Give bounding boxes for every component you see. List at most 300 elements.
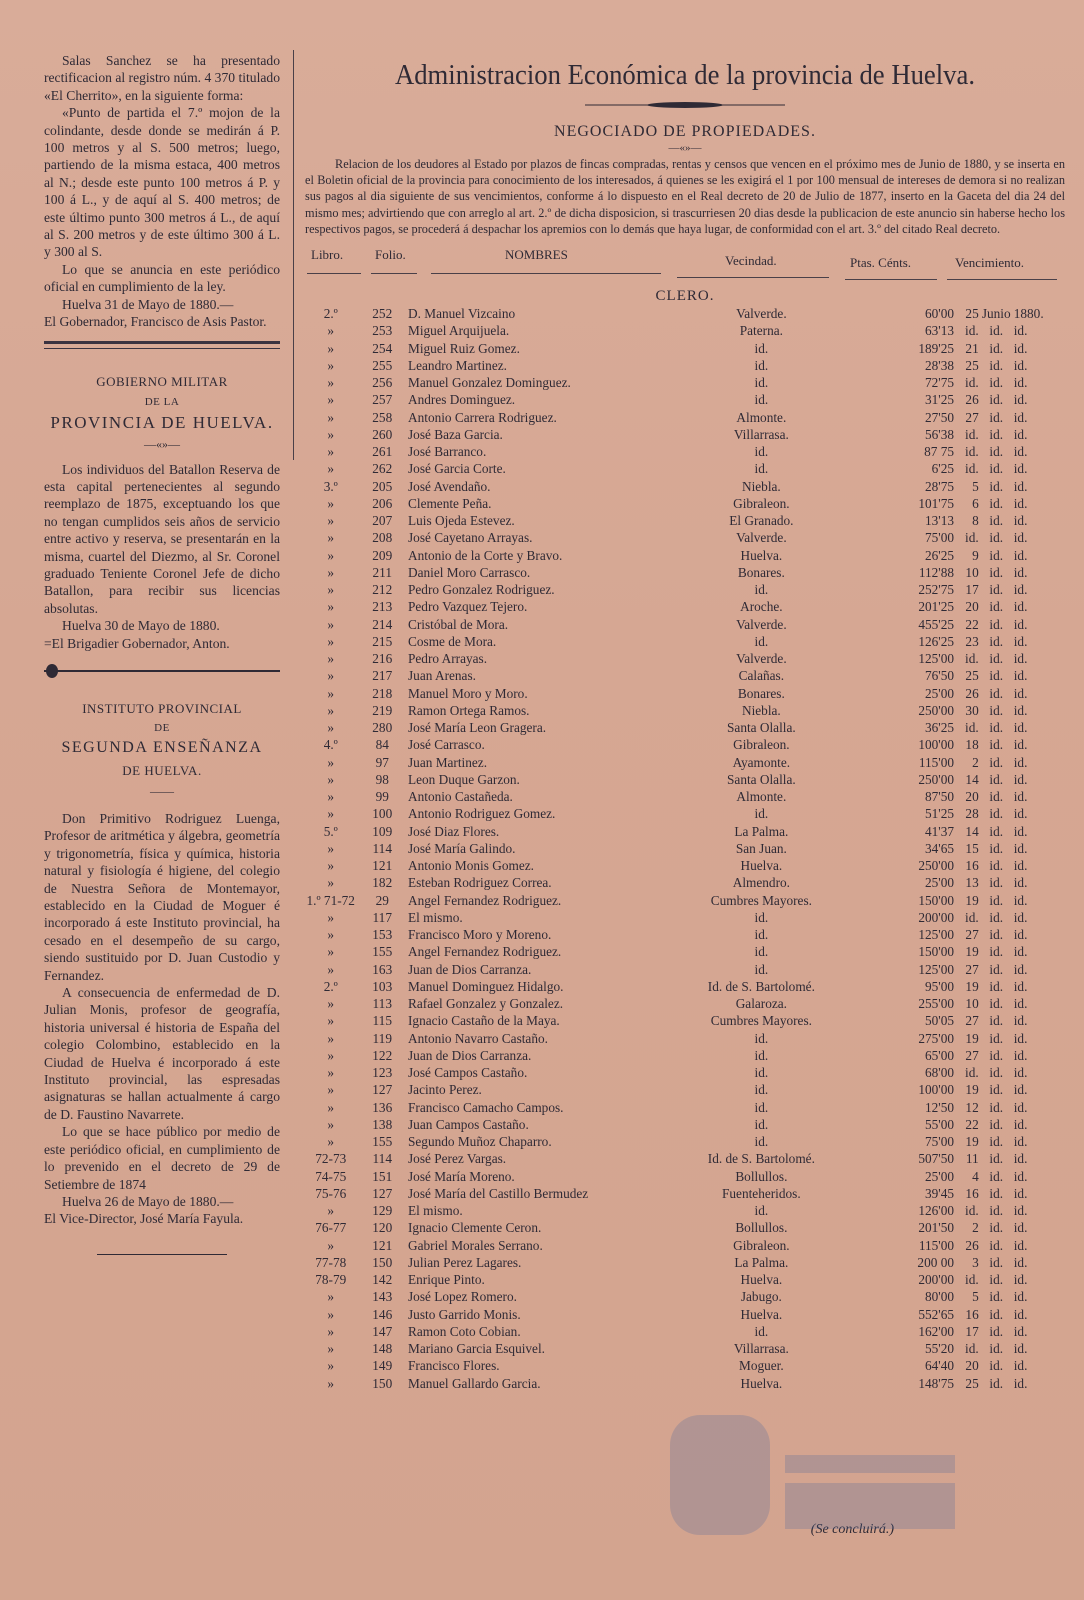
continued-note: (Se concluirá.): [810, 1522, 894, 1537]
folio-cell: 114: [372, 840, 392, 856]
day-cell: id.: [965, 1272, 979, 1288]
amount-cell: 250'00: [918, 771, 954, 787]
day-cell: 22: [965, 1116, 979, 1132]
amount-cell: 101'75: [918, 495, 954, 511]
amount-cell: 125'00: [918, 651, 954, 667]
folio-cell: 150: [372, 1375, 393, 1391]
vecindad-cell: id.: [754, 961, 769, 977]
table-row: [305, 823, 1055, 840]
month-cell: id.: [989, 806, 1004, 822]
month-cell: id.: [989, 789, 1004, 805]
table-row: [305, 943, 1055, 960]
table-row: [305, 909, 1055, 926]
military-heading-1: GOBIERNO MILITAR: [96, 373, 228, 389]
name-cell: José Baza Garcia.: [408, 426, 503, 442]
folio-cell: 123: [372, 1065, 393, 1081]
month-cell: id.: [989, 1341, 1004, 1357]
day-cell: 19: [965, 978, 979, 994]
day-cell: 6: [972, 495, 979, 511]
vecindad-cell: id.: [754, 392, 769, 408]
amount-cell: 100'00: [918, 737, 954, 753]
amount-cell: 50'05: [925, 1013, 954, 1029]
year-cell: id.: [1013, 651, 1028, 667]
amount-cell: 60'00: [925, 306, 954, 322]
year-cell: id.: [1013, 323, 1028, 339]
table-row: [305, 1012, 1055, 1029]
vecindad-cell: Almonte.: [736, 789, 787, 805]
folio-cell: 113: [372, 996, 392, 1012]
name-cell: Angel Fernandez Rodriguez.: [408, 892, 562, 908]
negociado-heading: NEGOCIADO DE PROPIEDADES.: [554, 123, 816, 140]
vecindad-cell: id.: [754, 375, 769, 391]
month-cell: id.: [989, 547, 1004, 563]
folio-cell: 254: [372, 340, 393, 356]
table-row: [305, 1237, 1055, 1254]
table-row: [305, 1116, 1055, 1133]
year-cell: id.: [1013, 1099, 1028, 1115]
vecindad-cell: Santa Olalla.: [727, 771, 796, 787]
month-cell: id.: [989, 1306, 1004, 1322]
folio-cell: 150: [372, 1254, 393, 1270]
mine-notice-body: Salas Sanchez se ha presentado rectificacion al registro núm. 4 370 titulado «El Cherrito», en la siguiente forma:: [44, 53, 280, 103]
name-cell: Juan de Dios Carranza.: [408, 1047, 532, 1063]
folio-cell: 127: [372, 1082, 393, 1098]
day-cell: 5: [972, 1289, 979, 1305]
table-row: [305, 1099, 1055, 1116]
folio-cell: 148: [372, 1341, 393, 1357]
year-cell: id.: [1013, 1065, 1028, 1081]
relacion-paragraph: Relacion de los deudores al Estado por plazos de fincas compradas, rentas y censos que vencen en el próximo mes de Junio de 1880, y se inserta en el Boletin oficial de la provincia para conocimiento de los interesados, á quienes se les exigirá el 1 por 100 mensual de intereses de demora si no realizan sus pagos al dia siguiente de sus vencimientos, conforme á lo dispuesto en el Real decreto de 20 de Julio de 1877, inserto en la Gaceta del dia 24 del mismo mes; advirtiendo que con arreglo al art. 2.º de dicha disposicion, si trascurriesen 20 dias desde la publicacion de este anuncio sin haberse hecho los respectivos pagos, se procederá á despachar los apremios con lo demás que haya lugar, de conformidad con el art. 3.º del citado Real decreto.: [305, 157, 1065, 236]
day-cell: 19: [965, 944, 979, 960]
table-row: [305, 478, 1055, 495]
vecindad-cell: id.: [754, 1203, 769, 1219]
year-cell: id.: [1013, 1047, 1028, 1063]
name-cell: Juan Arenas.: [408, 668, 476, 684]
folio-cell: 129: [372, 1203, 393, 1219]
table-row: [305, 547, 1055, 564]
military-dash: —«»—: [144, 436, 180, 451]
libro-cell: »: [327, 651, 335, 667]
vecindad-cell: id.: [754, 461, 769, 477]
day-cell: 27: [965, 409, 979, 425]
folio-cell: 147: [372, 1323, 393, 1339]
name-cell: Ignacio Castaño de la Maya.: [408, 1013, 560, 1029]
section-divider-thick: [44, 341, 280, 344]
folio-cell: 121: [372, 858, 393, 874]
amount-cell: 455'25: [918, 616, 954, 632]
year-cell: id.: [1013, 1375, 1028, 1391]
name-cell: José Perez Vargas.: [408, 1151, 507, 1167]
name-cell: Leon Duque Garzon.: [408, 771, 520, 787]
libro-cell: 77-78: [315, 1254, 347, 1270]
libro-cell: 5.º: [323, 823, 338, 839]
libro-cell: »: [327, 392, 335, 408]
day-cell: id.: [965, 461, 979, 477]
year-cell: id.: [1013, 996, 1028, 1012]
day-cell: 25: [965, 306, 979, 322]
vecindad-cell: Aroche.: [740, 599, 783, 615]
table-row: [305, 788, 1055, 805]
year-cell: id.: [1013, 478, 1028, 494]
amount-cell: 200 00: [917, 1254, 954, 1270]
year-cell: id.: [1013, 1323, 1028, 1339]
libro-cell: »: [327, 806, 335, 822]
day-cell: id.: [965, 444, 979, 460]
vecindad-cell: Jabugo.: [740, 1289, 782, 1305]
name-cell: Esteban Rodriguez Correa.: [408, 875, 552, 891]
day-cell: id.: [965, 323, 979, 339]
libro-cell: »: [327, 720, 335, 736]
day-cell: 2: [972, 1220, 979, 1236]
year-cell: id.: [1013, 702, 1028, 718]
amount-cell: 68'00: [925, 1065, 954, 1081]
amount-cell: 112'88: [918, 564, 954, 580]
ink-blot-icon: [46, 664, 58, 678]
folio-cell: 149: [372, 1358, 393, 1374]
month-cell: id.: [989, 1047, 1004, 1063]
year-cell: id.: [1013, 892, 1028, 908]
amount-cell: 126'25: [918, 633, 954, 649]
amount-cell: 162'00: [918, 1323, 954, 1339]
amount-cell: 39'45: [925, 1185, 954, 1201]
name-cell: Cosme de Mora.: [408, 633, 497, 649]
mine-notice-closing: Lo que se anuncia en este periódico oficial en cumplimiento de la ley.: [44, 261, 280, 295]
libro-cell: 76-77: [315, 1220, 347, 1236]
day-cell: 16: [965, 858, 979, 874]
year-cell: id.: [1013, 737, 1028, 753]
folio-cell: 29: [375, 892, 389, 908]
table-row: [305, 771, 1055, 788]
month-cell: id.: [989, 409, 1004, 425]
month-cell: id.: [989, 996, 1004, 1012]
table-row: [305, 512, 1055, 529]
name-cell: José María Galindo.: [408, 840, 516, 856]
libro-cell: »: [327, 771, 335, 787]
day-cell: 14: [965, 823, 979, 839]
amount-cell: 55'00: [925, 1116, 954, 1132]
month-cell: id.: [989, 1185, 1004, 1201]
folio-cell: 217: [372, 668, 393, 684]
ayuntamiento-huelva-watermark-icon: [665, 1395, 965, 1545]
vecindad-cell: Id. de S. Bartolomé.: [707, 1151, 815, 1167]
amount-cell: 13'13: [925, 513, 954, 529]
libro-cell: »: [327, 858, 335, 874]
libro-cell: 3.º: [323, 478, 338, 494]
vecindad-cell: id.: [754, 582, 769, 598]
year-cell: id.: [1013, 530, 1028, 546]
year-cell: id.: [1013, 633, 1028, 649]
column-separator: [293, 50, 294, 460]
libro-cell: »: [327, 547, 335, 563]
day-cell: id.: [965, 1341, 979, 1357]
libro-cell: »: [327, 789, 335, 805]
name-cell: Justo Garrido Monis.: [408, 1306, 521, 1322]
folio-cell: 214: [372, 616, 393, 632]
institute-date: Huelva 26 de Mayo de 1880.—: [62, 1193, 234, 1209]
year-cell: id.: [1013, 806, 1028, 822]
name-cell: Antonio Rodriguez Gomez.: [408, 806, 556, 822]
vecindad-cell: Bollullos.: [735, 1220, 788, 1236]
name-cell: Clemente Peña.: [408, 495, 492, 511]
military-heading-2: DE LA: [144, 395, 180, 408]
name-cell: Manuel Gonzalez Dominguez.: [408, 375, 571, 391]
amount-cell: 26'25: [925, 547, 954, 563]
vecindad-cell: id.: [754, 927, 769, 943]
table-row: [305, 1133, 1055, 1150]
folio-cell: 97: [375, 754, 389, 770]
amount-cell: 252'75: [918, 582, 954, 598]
day-cell: 11: [965, 1151, 979, 1167]
folio-cell: 143: [372, 1289, 393, 1305]
amount-cell: 34'65: [925, 840, 954, 856]
year-cell: id.: [1013, 1237, 1028, 1253]
month-cell: id.: [989, 1099, 1004, 1115]
table-row: [305, 840, 1055, 857]
folio-cell: 252: [372, 306, 393, 322]
day-cell: 23: [965, 633, 979, 649]
day-cell: 26: [965, 1237, 979, 1253]
libro-cell: »: [327, 444, 335, 460]
table-row: [305, 1064, 1055, 1081]
table-row: [305, 1168, 1055, 1185]
left-column: [44, 52, 280, 1255]
institute-body-3: Lo que se hace público por medio de este periódico oficial, en cumplimiento de lo prevenido en el decreto de 29 de Setiembre de 1874: [44, 1124, 280, 1192]
day-cell: 14: [965, 771, 979, 787]
table-row: [305, 1375, 1055, 1392]
folio-cell: 119: [372, 1030, 392, 1046]
vecindad-cell: Gibraleon.: [733, 495, 790, 511]
name-cell: José Cayetano Arrayas.: [408, 530, 533, 546]
year-cell: id.: [1013, 426, 1028, 442]
libro-cell: 2.º: [323, 978, 338, 994]
vecindad-cell: Valverde.: [736, 651, 787, 667]
libro-cell: »: [327, 564, 335, 580]
day-cell: 26: [965, 685, 979, 701]
header-vencimiento: Vencimiento.: [955, 255, 1024, 271]
folio-cell: 260: [372, 426, 393, 442]
name-cell: Pedro Vazquez Tejero.: [408, 599, 528, 615]
vecindad-cell: Valverde.: [736, 306, 787, 322]
libro-cell: »: [327, 1289, 335, 1305]
amount-cell: 87 75: [924, 444, 954, 460]
vecindad-cell: Gibraleon.: [733, 737, 790, 753]
day-cell: 19: [965, 1134, 979, 1150]
table-row: [305, 1202, 1055, 1219]
month-cell: id.: [989, 1013, 1004, 1029]
year-cell: id.: [1013, 616, 1028, 632]
day-cell: id.: [965, 651, 979, 667]
table-row: [305, 892, 1055, 909]
day-cell: 26: [965, 392, 979, 408]
negociado-dash: —«»—: [668, 142, 702, 154]
folio-cell: 153: [372, 927, 393, 943]
month-cell: id.: [989, 909, 1004, 925]
libro-cell: »: [327, 944, 335, 960]
day-cell: id.: [965, 530, 979, 546]
table-row: [305, 926, 1055, 943]
name-cell: Segundo Muñoz Chaparro.: [408, 1134, 552, 1150]
year-cell: id.: [1013, 495, 1028, 511]
table-row: [305, 650, 1055, 667]
year-cell: id.: [1013, 1220, 1028, 1236]
table-row: [305, 1271, 1055, 1288]
libro-cell: »: [327, 530, 335, 546]
name-cell: Francisco Flores.: [408, 1358, 500, 1374]
folio-cell: 261: [372, 444, 393, 460]
month-cell: Junio: [981, 306, 1011, 322]
month-cell: id.: [989, 1375, 1004, 1391]
name-cell: Luis Ojeda Estevez.: [408, 513, 515, 529]
folio-cell: 257: [372, 392, 393, 408]
military-heading-3: PROVINCIA DE HUELVA.: [50, 412, 274, 432]
amount-cell: 72'75: [925, 375, 954, 391]
year-cell: id.: [1013, 444, 1028, 460]
libro-cell: »: [327, 840, 335, 856]
libro-cell: »: [327, 375, 335, 391]
month-cell: id.: [989, 340, 1004, 356]
table-header: [305, 243, 1065, 283]
table-row: [305, 409, 1055, 426]
libro-cell: »: [327, 1375, 335, 1391]
vecindad-cell: id.: [754, 909, 769, 925]
folio-cell: 215: [372, 633, 393, 649]
libro-cell: 74-75: [315, 1168, 347, 1184]
year-cell: id.: [1013, 375, 1028, 391]
amount-cell: 250'00: [918, 858, 954, 874]
month-cell: id.: [989, 668, 1004, 684]
year-cell: id.: [1013, 513, 1028, 529]
name-cell: Pedro Arrayas.: [408, 651, 488, 667]
day-cell: 19: [965, 1030, 979, 1046]
year-cell: id.: [1013, 357, 1028, 373]
year-cell: id.: [1013, 1116, 1028, 1132]
name-cell: Antonio Navarro Castaño.: [408, 1030, 548, 1046]
name-cell: Ramon Ortega Ramos.: [408, 702, 530, 718]
year-cell: id.: [1013, 599, 1028, 615]
day-cell: 30: [965, 702, 979, 718]
vecindad-cell: id.: [754, 633, 769, 649]
month-cell: id.: [989, 1323, 1004, 1339]
folio-cell: 155: [372, 944, 393, 960]
day-cell: 19: [965, 892, 979, 908]
vecindad-cell: Id. de S. Bartolomé.: [707, 978, 815, 994]
year-cell: id.: [1013, 1168, 1028, 1184]
month-cell: id.: [989, 978, 1004, 994]
folio-cell: 208: [372, 530, 393, 546]
table-row: [305, 460, 1055, 477]
libro-cell: »: [327, 1013, 335, 1029]
month-cell: id.: [989, 444, 1004, 460]
table-row: [305, 1081, 1055, 1098]
vecindad-cell: Huelva.: [740, 1306, 783, 1322]
month-cell: id.: [989, 651, 1004, 667]
libro-cell: 4.º: [323, 737, 338, 753]
amount-cell: 41'37: [925, 823, 954, 839]
day-cell: 25: [965, 668, 979, 684]
vecindad-cell: id.: [754, 806, 769, 822]
vecindad-cell: Calañas.: [738, 668, 785, 684]
folio-cell: 219: [372, 702, 393, 718]
libro-cell: »: [327, 340, 335, 356]
folio-cell: 253: [372, 323, 393, 339]
day-cell: 27: [965, 1047, 979, 1063]
vecindad-cell: Galaroza.: [735, 996, 788, 1012]
year-cell: id.: [1013, 1289, 1028, 1305]
day-cell: id.: [965, 1203, 979, 1219]
right-section: [305, 52, 1065, 1392]
libro-cell: 75-76: [315, 1185, 347, 1201]
name-cell: José Garcia Corte.: [408, 461, 506, 477]
vecindad-cell: Almendro.: [732, 875, 790, 891]
table-row: [305, 1340, 1055, 1357]
page-title: Administracion Económica de la provincia de Huelva.: [394, 59, 976, 91]
month-cell: id.: [989, 1134, 1004, 1150]
day-cell: 17: [965, 1323, 979, 1339]
table-row: [305, 391, 1055, 408]
year-cell: id.: [1013, 1151, 1028, 1167]
day-cell: 2: [972, 754, 979, 770]
vecindad-cell: Bollullos.: [735, 1168, 788, 1184]
libro-cell: »: [327, 1134, 335, 1150]
day-cell: 5: [972, 478, 979, 494]
vecindad-cell: Santa Olalla.: [727, 720, 796, 736]
name-cell: José Diaz Flores.: [408, 823, 500, 839]
header-nombres: NOMBRES: [505, 247, 568, 263]
vecindad-cell: La Palma.: [734, 823, 789, 839]
vecindad-cell: Villarrasa.: [733, 1341, 789, 1357]
libro-cell: »: [327, 875, 335, 891]
name-cell: Mariano Garcia Esquivel.: [408, 1341, 545, 1357]
name-cell: José Avendaño.: [408, 478, 491, 494]
vecindad-cell: Bonares.: [737, 685, 785, 701]
name-cell: Jacinto Perez.: [408, 1082, 482, 1098]
amount-cell: 150'00: [918, 944, 954, 960]
folio-cell: 117: [372, 909, 392, 925]
month-cell: id.: [989, 875, 1004, 891]
amount-cell: 6'25: [931, 461, 954, 477]
name-cell: Ramon Coto Cobian.: [408, 1323, 521, 1339]
day-cell: 10: [965, 996, 979, 1012]
amount-cell: 126'00: [918, 1203, 954, 1219]
year-cell: id.: [1013, 1185, 1028, 1201]
year-cell: id.: [1013, 858, 1028, 874]
military-signature: =El Brigadier Gobernador, Anton.: [44, 635, 230, 651]
amount-cell: 250'00: [918, 702, 954, 718]
vecindad-cell: Valverde.: [736, 616, 787, 632]
day-cell: 21: [965, 340, 979, 356]
folio-cell: 255: [372, 357, 393, 373]
day-cell: 16: [965, 1306, 979, 1322]
month-cell: id.: [989, 1358, 1004, 1374]
institute-dash: ——: [150, 783, 174, 798]
table-row: [305, 754, 1055, 771]
table-row: [305, 357, 1055, 374]
folio-cell: 206: [372, 495, 393, 511]
folio-cell: 146: [372, 1306, 393, 1322]
libro-cell: »: [327, 357, 335, 373]
year-cell: id.: [1013, 720, 1028, 736]
folio-cell: 138: [372, 1116, 393, 1132]
vecindad-cell: id.: [754, 1116, 769, 1132]
folio-cell: 84: [375, 737, 389, 753]
folio-cell: 142: [372, 1272, 393, 1288]
libro-cell: »: [327, 1203, 335, 1219]
year-cell: id.: [1013, 1030, 1028, 1046]
folio-cell: 262: [372, 461, 393, 477]
vecindad-cell: Niebla.: [741, 702, 781, 718]
vecindad-cell: Almonte.: [736, 409, 787, 425]
month-cell: id.: [989, 1030, 1004, 1046]
